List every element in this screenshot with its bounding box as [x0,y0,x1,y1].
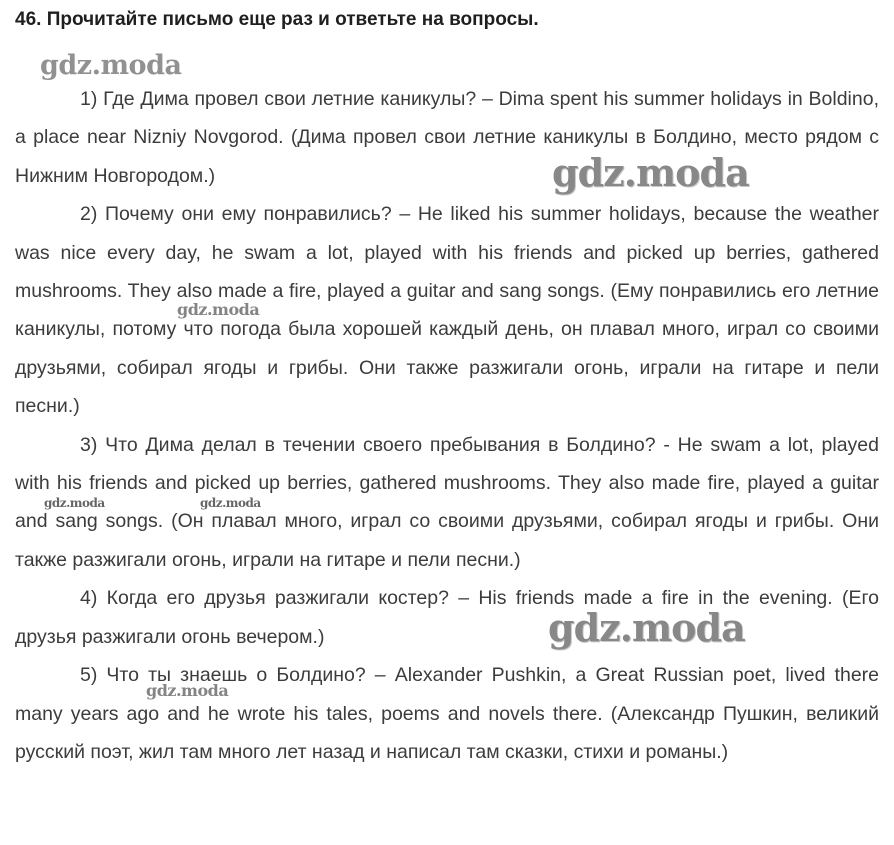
watermark: gdz.moda [548,605,745,650]
answer-text [15,80,879,771]
watermark: gdz.moda [200,496,261,510]
watermark: gdz.moda [177,300,260,319]
watermark: gdz.moda [40,50,182,81]
watermark: gdz.moda [146,681,229,700]
answer-paragraph-1: 1) Где Дима провел свои летние каникулы? – Dima spent his summer holidays in Boldino, a place near Nizniy Novgorod. (Дима провел свои летние каникулы в Болдино, место рядом с Нижним Новгородом.) [15,88,879,187]
answer-paragraph-2: 2) Почему они ему понравились? – He liked his summer holidays, because the weather was nice every day, he swam a lot, played with his friends and picked up berries, gathered mushrooms. They also made a fire, played a guitar and sang songs. (Ему понравились его летние каникулы, потому что погода была хорошей каждый день, он плавал много, играл со своими друзьями, собирал ягоды и грибы. Они также разжигали огонь, играли на гитаре и пели песни.) [15,203,879,418]
answer-paragraph-5: 5) Что ты знаешь о Болдино? – Alexander Pushkin, a Great Russian poet, lived there many years ago and he wrote his tales, poems and novels there. (Александр Пушкин, великий русский поэт, жил там много лет назад и написал там сказки, стихи и романы.) [15,664,879,763]
watermark: gdz.moda [552,150,749,195]
exercise-heading: 46. Прочитайте письмо еще раз и ответьте на вопросы. [15,9,539,30]
answer-paragraph-3: 3) Что Дима делал в течении своего пребывания в Болдино? - He swam a lot, played with his friends and picked up berries, gathered mushrooms. They also made fire, played a guitar and sang songs. (Он плавал много, играл со своими друзьями, собирал ягоды и грибы. Они также разжигали огонь, играли на гитаре и пели песни.) [15,433,879,571]
answer-paragraph-4: 4) Когда его друзья разжигали костер? – His friends made a fire in the evening. (Его друзья разжигали огонь вечером.) [15,587,879,648]
watermark: gdz.moda [44,496,105,510]
